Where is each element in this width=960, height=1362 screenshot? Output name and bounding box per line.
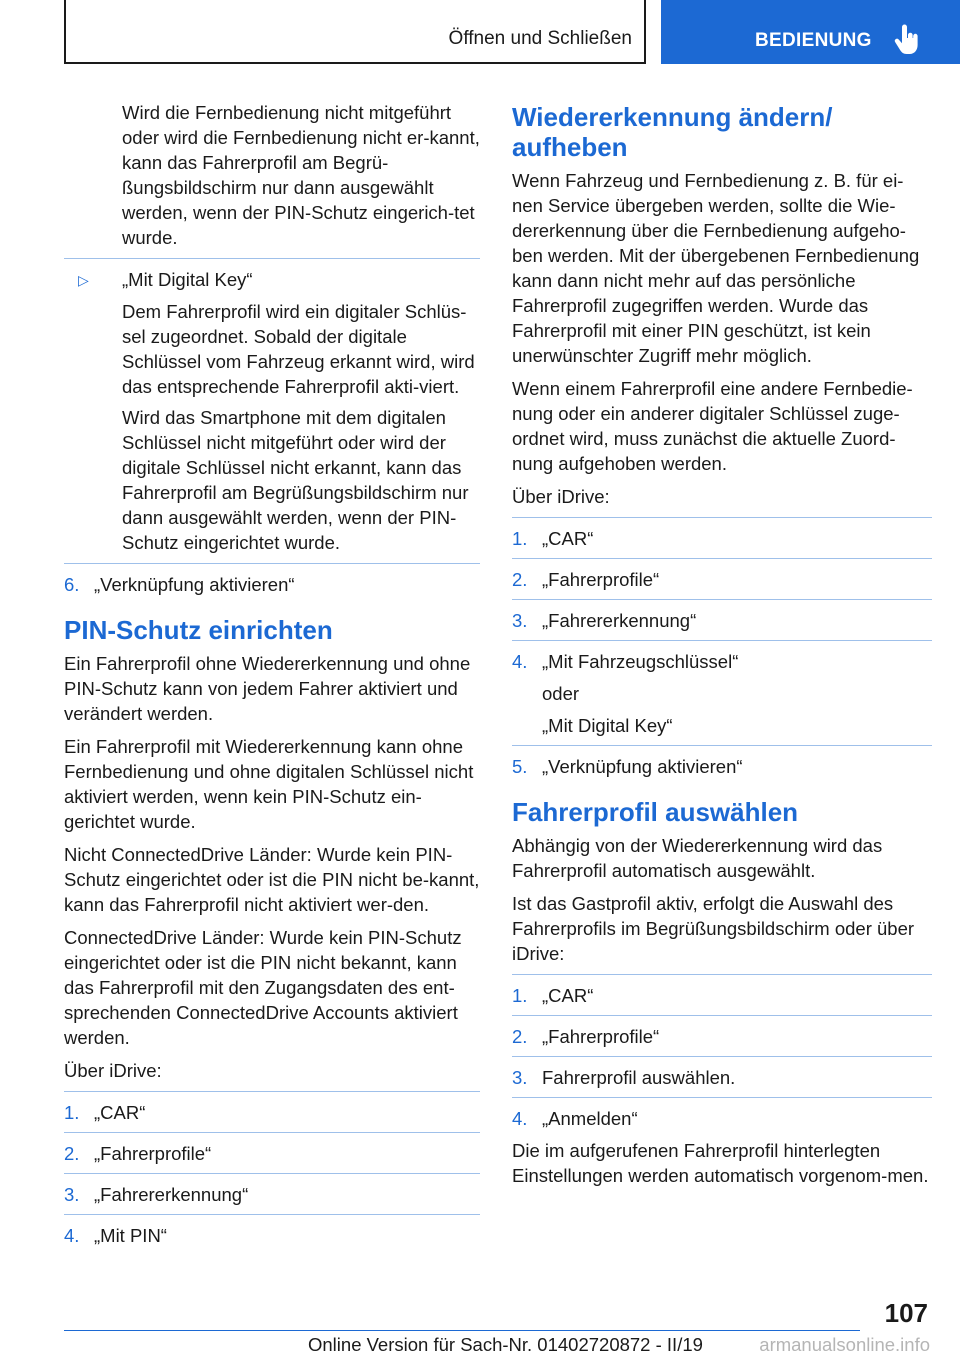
divider — [512, 745, 932, 746]
step-text: „Verknüpfung aktivieren“ — [94, 574, 295, 595]
divider — [512, 1097, 932, 1098]
step-text: „Mit Fahrzeugschlüssel“ — [542, 651, 739, 672]
idrive-label: Über iDrive: — [64, 1060, 162, 1081]
step-text: Fahrerprofil auswählen. — [542, 1067, 736, 1088]
digital-key-paragraph-2: Wird das Smartphone mit dem digitalen Schlüssel nicht mitgeführt oder wird der digitale Schlüssel nicht erkannt, kann das Fahrerprofil am Begrüßungsbildschirm nur dann ausgewählt werden, wenn der PIN-Schutz eingerichtet wurde. — [122, 407, 469, 553]
step-text: „CAR“ — [542, 528, 594, 549]
list-item — [512, 1106, 932, 1131]
online-version-note: Online Version für Sach-Nr. 01402720872 - II/19 — [308, 1334, 703, 1355]
step-number: 2. — [512, 1026, 528, 1047]
step-number: 3. — [512, 1067, 528, 1088]
watermark: armanualsonline.info — [759, 1334, 930, 1355]
list-item — [512, 1024, 932, 1049]
step-number: 6. — [64, 574, 80, 595]
pin-paragraph: Ein Fahrerprofil ohne Wiedererkennung und ohne PIN-Schutz kann von jedem Fahrer aktiviert und verändert werden. — [64, 653, 471, 724]
left-column — [64, 100, 480, 1255]
step-number: 4. — [64, 1225, 80, 1246]
list-item — [64, 1141, 480, 1166]
divider — [64, 1173, 480, 1174]
step-text: „Anmelden“ — [542, 1108, 638, 1129]
divider — [64, 258, 480, 259]
step-number: 2. — [512, 569, 528, 590]
step-text: „Fahrerprofile“ — [542, 1026, 660, 1047]
divider — [64, 563, 480, 564]
pin-paragraph: ConnectedDrive Länder: Wurde kein PIN-Schutz eingerichtet oder ist die PIN nicht bekannt, kann das Fahrerprofil mit den Zugangsdaten des ent‐sprechenden ConnectedDrive Accounts aktiviert werden. — [64, 927, 462, 1048]
step-number: 1. — [64, 1102, 80, 1123]
divider — [512, 599, 932, 600]
list-item — [64, 1223, 480, 1248]
page-number: 107 — [884, 1298, 928, 1328]
digital-key-paragraph: Dem Fahrerprofil wird ein digitaler Schlüs‐sel zugeordnet. Sobald der digitale Schlüssel vom Fahrzeug erkannt wird, wird das entsprechende Fahrerprofil akti‐viert. — [122, 301, 475, 397]
hand-pointer-icon — [893, 24, 919, 56]
section-heading-pin: PIN-Schutz einrichten — [64, 615, 333, 645]
list-item — [512, 526, 932, 551]
step-text: „Mit PIN“ — [94, 1225, 167, 1246]
digital-key-option: „Mit Digital Key“ — [542, 715, 673, 736]
divider — [512, 1015, 932, 1016]
closing-paragraph: Die im aufgerufenen Fahrerprofil hinterlegten Einstellungen werden automatisch vorgenom‐men. — [512, 1140, 929, 1186]
idrive-label: Über iDrive: — [512, 486, 610, 507]
intro-paragraph: Wird die Fernbedienung nicht mitgeführt oder wird die Fernbedienung nicht er‐kannt, kann das Fahrerprofil am Begrü‐ßungsbildschirm nur dann ausgewählt werden, wenn der PIN-Schutz eingerich‐tet wurde. — [122, 102, 480, 248]
divider — [512, 640, 932, 641]
step-number: 5. — [512, 756, 528, 777]
divider — [512, 1056, 932, 1057]
list-item — [512, 567, 932, 592]
triangle-bullet-icon: ▷ — [78, 272, 89, 288]
step-number: 3. — [64, 1184, 80, 1205]
digital-key-label: „Mit Digital Key“ — [122, 269, 253, 290]
step-number: 1. — [512, 985, 528, 1006]
pin-paragraph: Nicht ConnectedDrive Länder: Wurde kein PIN-Schutz eingerichtet oder ist die PIN nicht be‐kannt, kann das Fahrerprofil nicht aktiviert wer‐den. — [64, 844, 480, 915]
footer-rule — [64, 1330, 860, 1331]
divider — [64, 1132, 480, 1133]
list-item — [512, 983, 932, 1008]
divider — [64, 1091, 480, 1092]
pin-paragraph: Ein Fahrerprofil mit Wiedererkennung kann ohne Fernbedienung und ohne digitalen Schlüssel nicht aktiviert werden, wenn kein PIN-Schutz ein‐gerichtet wurde. — [64, 736, 474, 832]
header-chapter-tab — [661, 0, 960, 64]
list-item — [512, 754, 932, 779]
list-item — [512, 608, 932, 633]
step-text: „Fahrerprofile“ — [542, 569, 660, 590]
divider — [512, 517, 932, 518]
step-number: 1. — [512, 528, 528, 549]
recognition-paragraph: Wenn Fahrzeug und Fernbedienung z. B. für ei‐nen Service übergeben werden, sollte die Wie‐dererkennung über die Fernbedienung aufgeho‐ben werden. Mit der übergebenen Fernbedienung kann dann nicht mehr auf das persönliche Fahrerprofil zugegriffen werden. Wurde das Fahrerprofil mit einer PIN geschützt, ist kein unerwünschter Zugriff mehr möglich. — [512, 170, 920, 366]
section-title: Öffnen und Schließen — [448, 28, 632, 49]
list-item — [512, 649, 932, 674]
step-text: „Fahrererkennung“ — [542, 610, 697, 631]
list-item — [64, 1182, 480, 1207]
step-text: „CAR“ — [542, 985, 594, 1006]
step-number: 4. — [512, 1108, 528, 1129]
section-heading-recognition: Wiedererkennung ändern/ aufheben — [512, 102, 833, 162]
divider — [512, 974, 932, 975]
select-paragraph: Abhängig von der Wiedererkennung wird das Fahrerprofil automatisch ausgewählt. — [512, 835, 883, 881]
step-number: 4. — [512, 651, 528, 672]
right-column — [512, 100, 932, 1196]
step-number: 2. — [64, 1143, 80, 1164]
list-item — [64, 572, 480, 597]
divider — [64, 1214, 480, 1215]
section-heading-select-profile: Fahrerprofil auswählen — [512, 797, 799, 827]
select-paragraph: Ist das Gastprofil aktiv, erfolgt die Auswahl des Fahrerprofils im Begrüßungsbildschirm oder über iDrive: — [512, 893, 915, 964]
step-text: „Fahrererkennung“ — [94, 1184, 249, 1205]
step-text: „Verknüpfung aktivieren“ — [542, 756, 743, 777]
divider — [512, 558, 932, 559]
step-text: „Fahrerprofile“ — [94, 1143, 212, 1164]
list-item — [64, 267, 480, 292]
list-item — [512, 1065, 932, 1090]
or-text: oder — [542, 683, 580, 704]
step-text: „CAR“ — [94, 1102, 146, 1123]
chapter-title: BEDIENUNG — [755, 30, 872, 51]
step-number: 3. — [512, 610, 528, 631]
list-item — [64, 1100, 480, 1125]
header-section-box — [64, 0, 646, 64]
recognition-paragraph: Wenn einem Fahrerprofil eine andere Fernbedie‐nung oder ein anderer digitaler Schlüssel zuge‐ordnet wird, muss zunächst die aktuelle Zuord‐nung aufgehoben werden. — [512, 378, 913, 474]
